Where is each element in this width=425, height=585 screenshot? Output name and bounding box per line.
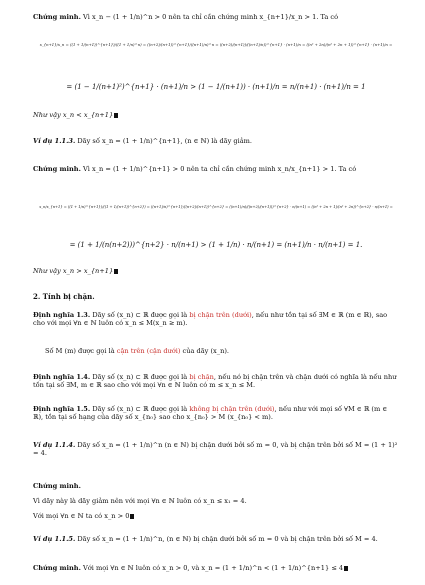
example-line xyxy=(33,441,399,457)
definition-text: Dãy số (x_n) ⊂ ℝ được gọi là xyxy=(92,311,188,319)
qed-mark xyxy=(344,566,348,571)
qed-mark xyxy=(130,514,134,519)
example-line xyxy=(33,535,399,543)
proof-line xyxy=(33,13,399,21)
proof-line xyxy=(33,512,399,520)
example-text: Dãy số x_n = (1 + 1/n)^n, (n ∈ ℕ) bị chặn dưới bởi số m = 0 và bị chặn trên bởi số M = 4. xyxy=(77,535,378,543)
section-heading: 2. Tính bị chặn. xyxy=(33,292,95,301)
equation: x_{n+1}/x_n = ((1 + 1/(n+1))^{n+1})/((1 + 1/n)^n) = ((n+2)/(n+1))^{n+1}/((n+1)/n)^n = ((n+2)/(n+1))/((n+1)/n))^{n+1} · (n+1)/n = ((n² + 2n)/(n² + 2n + 1))^{n+1} · (n+1)/n = xyxy=(39,42,393,47)
proof-line xyxy=(33,564,399,572)
proof-text: Vì dãy này là dãy giảm nên với mọi ∀n ∈ ℕ luôn có x_n ≤ x₁ = 4. xyxy=(33,497,247,505)
proof-text: Với mọi ∀n ∈ ℕ ta có x_n > 0 xyxy=(33,512,130,520)
conclusion xyxy=(33,111,399,119)
definition-text: , nếu nó bị chặn trên và chặn dưới có nghĩa là nếu như tồn tại số ∃M, m ∈ ℝ sao cho với mọi ∀n ∈ ℕ luôn có m ≤ x_n ≤ M. xyxy=(33,373,397,389)
conclusion-text: Như vậy x_n > x_{n+1} xyxy=(33,267,114,275)
definition-term: bị chặn xyxy=(189,373,214,381)
definition-label: Định nghĩa 1.4. xyxy=(33,373,91,381)
equation: x_n/x_{n+1} = ((1 + 1/n)^{n+1})/((1 + 1/(n+1))^{n+2}) = ((n+1)/n)^{n+1}/((n+2)/(n+1))^{n+2} = ((n+1)/n)/((n+2)/(n+1)))^{n+2} · n/(n+1) = ((n² + 2n + 1)/(n² + 2n))^{n+2} · n/(n+1) = xyxy=(39,205,393,209)
example-label: Ví dụ 1.1.4. xyxy=(33,441,76,449)
example-label: Ví dụ 1.1.5. xyxy=(33,535,76,543)
qed-mark xyxy=(114,269,118,274)
definition-text: của dãy (x_n). xyxy=(182,347,229,355)
proof-label: Chứng minh. xyxy=(33,165,81,173)
proof-label: Chứng minh. xyxy=(33,482,81,490)
qed-mark xyxy=(114,113,118,118)
definition-text: Số M (m) được gọi là xyxy=(45,347,115,355)
example-label: Ví dụ 1.1.3. xyxy=(33,137,76,145)
definition-text: Dãy số (x_n) ⊂ ℝ được gọi là xyxy=(92,405,188,413)
definition xyxy=(33,311,399,327)
example-text: Dãy số x_n = (1 + 1/n)^n (n ∈ ℕ) bị chặn dưới bởi số m = 0, và bị chặn trên bởi số M = (1 + 1)² = 4. xyxy=(33,441,398,457)
conclusion xyxy=(33,267,399,275)
example-text: Dãy số x_n = (1 + 1/n)^{n+1}, (n ∈ ℕ) là dãy giảm. xyxy=(77,137,253,145)
definition xyxy=(33,405,399,421)
example-line xyxy=(33,137,399,145)
proof-label: Chứng minh. xyxy=(33,564,81,572)
proof-text: Vì x_n = (1 + 1/n)^{n+1} > 0 nên ta chỉ cần chứng minh x_n/x_{n+1} > 1. Ta có xyxy=(83,165,357,173)
definition-term: bị chặn trên (dưới) xyxy=(189,311,252,319)
definition-label: Định nghĩa 1.5. xyxy=(33,405,91,413)
definition-note xyxy=(45,347,399,355)
proof-text: Với mọi ∀n ∈ ℕ luôn có x_n > 0, và x_n = (1 + 1/n)^n < (1 + 1/n)^{n+1} ≤ 4 xyxy=(83,564,344,572)
definition-label: Định nghĩa 1.3. xyxy=(33,311,91,319)
equation: = (1 + 1/(n(n+2)))^{n+2} · n/(n+1) > (1 + 1/n) · n/(n+1) = (n+1)/n · n/(n+1) = 1. xyxy=(69,241,363,249)
conclusion-text: Như vậy x_n < x_{n+1} xyxy=(33,111,114,119)
definition-text: Dãy số (x_n) ⊂ ℝ được gọi là xyxy=(92,373,188,381)
equation: = (1 − 1/(n+1)²)^{n+1} · (n+1)/n > (1 − 1/(n+1)) · (n+1)/n = n/(n+1) · (n+1)/n = 1 xyxy=(66,83,366,91)
definition-text: , nếu như tồn tại số ∃M ∈ ℝ (m ∈ ℝ), sao cho với mọi ∀n ∈ ℕ luôn có x_n ≤ M(x_n ≥ m). xyxy=(33,311,388,327)
definition xyxy=(33,373,399,389)
proof-text: Vì x_n − (1 + 1/n)^n > 0 nên ta chỉ cần chứng minh x_{n+1}/x_n > 1. Ta có xyxy=(83,13,339,21)
proof-label: Chứng minh. xyxy=(33,13,81,21)
definition-term: không bị chặn trên (dưới) xyxy=(189,405,275,413)
definition-text: , nếu như với mọi số ∀M ∈ ℝ (m ∈ ℝ), tồn tại số hạng của dãy số x_{n₀} sao cho x_{n₀} > M (x_{n₀} < m). xyxy=(33,405,388,421)
proof-line xyxy=(33,165,399,173)
definition-term: cận trên (cận dưới) xyxy=(116,347,181,355)
